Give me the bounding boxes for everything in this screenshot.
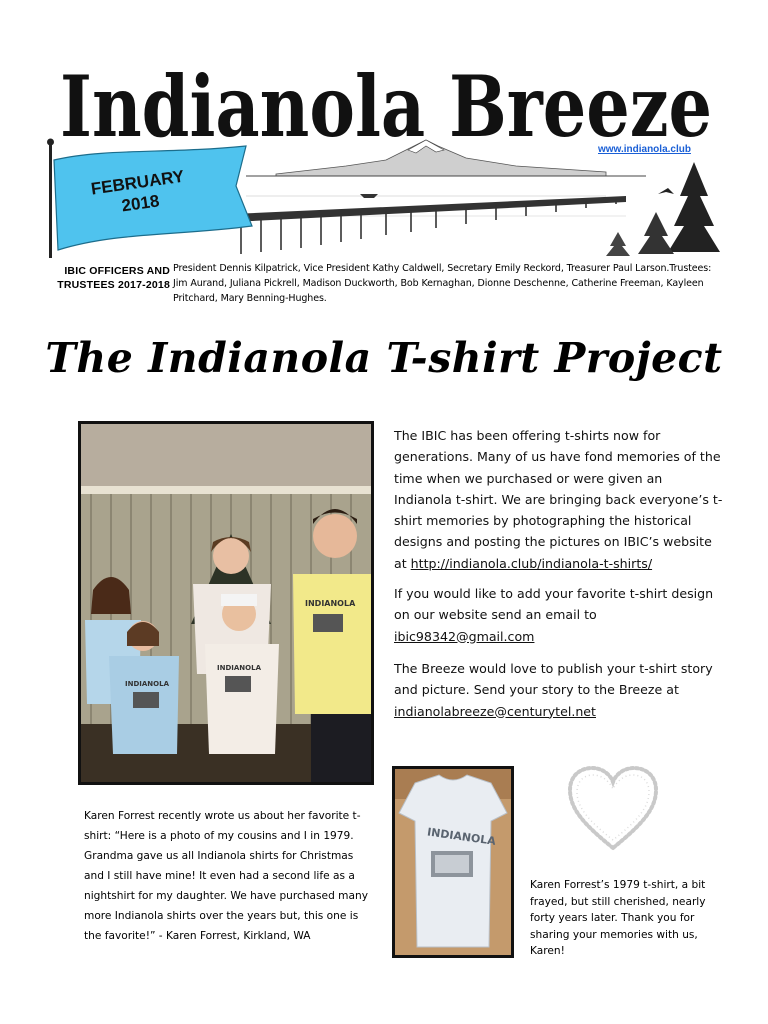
- shirt-print: INDIANOLA: [426, 825, 497, 848]
- reader-quote: Karen Forrest recently wrote us about her favorite t-shirt: “Here is a photo of my cousins and I in 1979. Grandma gave us all Indianola shirts for Christmas and I still have mine! It even had a second life as a nightshirt for my daughter. We have purchased many more Indianola shirts over the years but, this one is the favorite!” - Karen Forrest, Kirkland, WA: [84, 810, 368, 942]
- flag-pole-top: [47, 139, 54, 146]
- tshirt-photo-art: [395, 769, 511, 955]
- article-headline: The Indianola T-shirt Project: [45, 334, 723, 382]
- article-paragraph: [394, 583, 724, 647]
- family-photo-art: [81, 424, 371, 782]
- website-link[interactable]: www.indianola.club: [598, 144, 691, 155]
- heart-icon: [566, 764, 660, 854]
- issue-year: 2018: [120, 191, 161, 216]
- article-paragraph: [394, 425, 724, 574]
- masthead-title: Indianola Breeze: [60, 57, 712, 156]
- shirt-print: INDIANOLA: [217, 664, 261, 672]
- photo-caption: Karen Forrest’s 1979 t-shirt, a bit frayed, but still cherished, nearly forty years later. Thank you for sharing your memories with us, Karen!: [530, 879, 706, 957]
- paragraph-text: If you would like to add your favorite t-shirt design on our website send an email to: [394, 586, 714, 623]
- tshirt-photo: [392, 766, 514, 958]
- officers-list: President Dennis Kilpatrick, Vice President Kathy Caldwell, Secretary Emily Reckord, Treasurer Paul Larson.Trustees: Jim Aurand, Juliana Pickrell, Madison Duckworth, Bob Kernaghan, Dionne Deschenne, Catherine Freeman, Kayleen Pritchard, Mary Benning-Hughes.: [173, 263, 712, 304]
- flag-pole: [49, 144, 52, 258]
- shirt-print: INDIANOLA: [125, 680, 169, 688]
- yellow-shirt: [293, 574, 371, 714]
- officers-label: IBIC OFFICERS AND TRUSTEES 2017-2018: [57, 265, 170, 291]
- white-shirt: [205, 644, 279, 754]
- paragraph-text: The Breeze would love to publish your t-shirt story and picture. Send your story to the Breeze at: [394, 661, 713, 698]
- heart-icon-art: [566, 764, 660, 854]
- breeze-email-link[interactable]: indianolabreeze@centurytel.net: [394, 703, 596, 719]
- tshirts-page-link[interactable]: http://indianola.club/indianola-t-shirts/: [410, 555, 653, 571]
- ceiling: [81, 424, 371, 494]
- family-photo: [78, 421, 374, 785]
- issue-month: FEBRUARY: [89, 166, 186, 199]
- paragraph-text: The IBIC has been offering t-shirts now for generations. Many of us have fond memories of the time when we purchased or were given an Indianola t-shirt. We are bringing back everyone’s t-shirt memories by photographing the historical designs and posting the pictures on IBIC’s website at: [394, 428, 723, 571]
- shirt-print: INDIANOLA: [305, 599, 356, 608]
- article-paragraph: [394, 658, 724, 722]
- ibic-email-link[interactable]: ibic98342@gmail.com: [394, 628, 535, 644]
